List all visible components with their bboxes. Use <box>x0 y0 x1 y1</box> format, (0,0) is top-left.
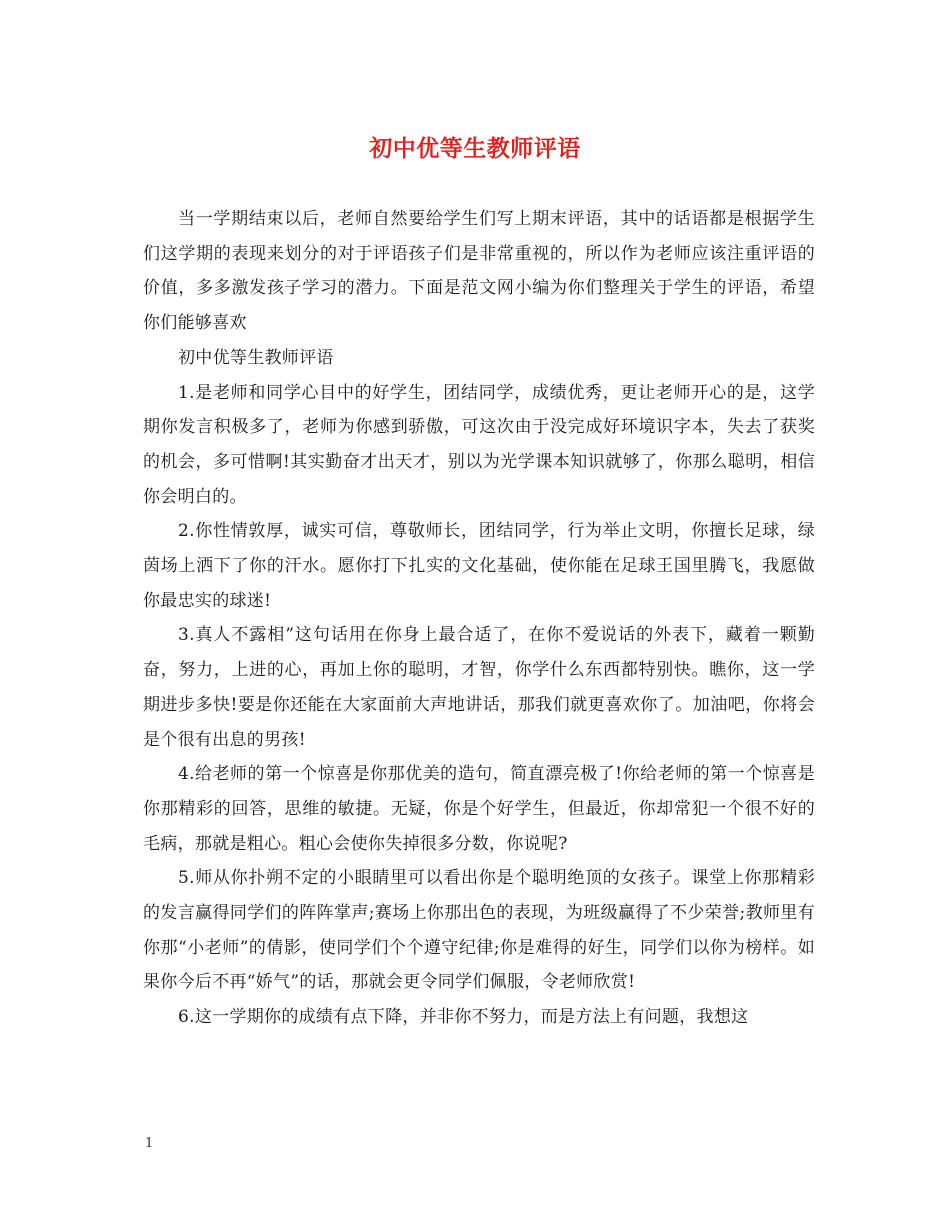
comment-paragraph-3: 3.真人不露相”这句话用在你身上最合适了，在你不爱说话的外表下，藏着一颗勤奋，努力，上进的心，再加上你的聪明，才智，你学什么东西都特别快。瞧你，这一学期进步多快!要是你还能在大家面前大声地讲话，那我们就更喜欢你了。加油吧，你将会是个很有出息的男孩! <box>143 625 815 750</box>
document-body <box>143 202 815 1035</box>
intro-paragraph: 当一学期结束以后，老师自然要给学生们写上期末评语，其中的话语都是根据学生们这学期的表现来划分的对于评语孩子们是非常重视的，所以作为老师应该注重评语的价值，多多激发孩子学习的潜力。下面是范文网小编为你们整理关于学生的评语，希望你们能够喜欢 <box>143 209 815 334</box>
page-title: 初中优等生教师评语 <box>369 135 581 162</box>
comment-paragraph-2: 2.你性情敦厚，诚实可信，尊敬师长，团结同学，行为举止文明，你擅长足球，绿茵场上洒下了你的汗水。愿你打下扎实的文化基础，使你能在足球王国里腾飞，我愿做你最忠实的球迷! <box>143 521 815 611</box>
comment-paragraph-6: 6.这一学期你的成绩有点下降，并非你不努力，而是方法上有问题，我想这 <box>178 1007 749 1028</box>
comment-paragraph-5: 5.师从你扑朔不定的小眼睛里可以看出你是个聪明绝顶的女孩子。课堂上你那精彩的发言赢得同学们的阵阵掌声;赛场上你那出色的表现，为班级赢得了不少荣誉;教师里有你那“小老师”的倩影，使同学们个个遵守纪律;你是难得的好生，同学们以你为榜样。如果你今后不再“娇气”的话，那就会更令同学们佩服，令老师欣赏! <box>143 868 815 993</box>
page-number: 1 <box>145 1136 154 1151</box>
section-heading: 初中优等生教师评语 <box>178 347 334 368</box>
comment-paragraph-4: 4.给老师的第一个惊喜是你那优美的造句，简直漂亮极了!你给老师的第一个惊喜是你那精彩的回答，思维的敏捷。无疑，你是个好学生，但最近，你却常犯一个很不好的毛病，那就是粗心。粗心会使你失掉很多分数，你说呢? <box>143 764 815 854</box>
comment-paragraph-1: 1.是老师和同学心目中的好学生，团结同学，成绩优秀，更让老师开心的是，这学期你发言积极多了，老师为你感到骄傲，可这次由于没完成好环境识字本，失去了获奖的机会，多可惜啊!其实勤奋才出天才，别以为光学课本知识就够了，你那么聪明，相信你会明白的。 <box>143 382 815 507</box>
